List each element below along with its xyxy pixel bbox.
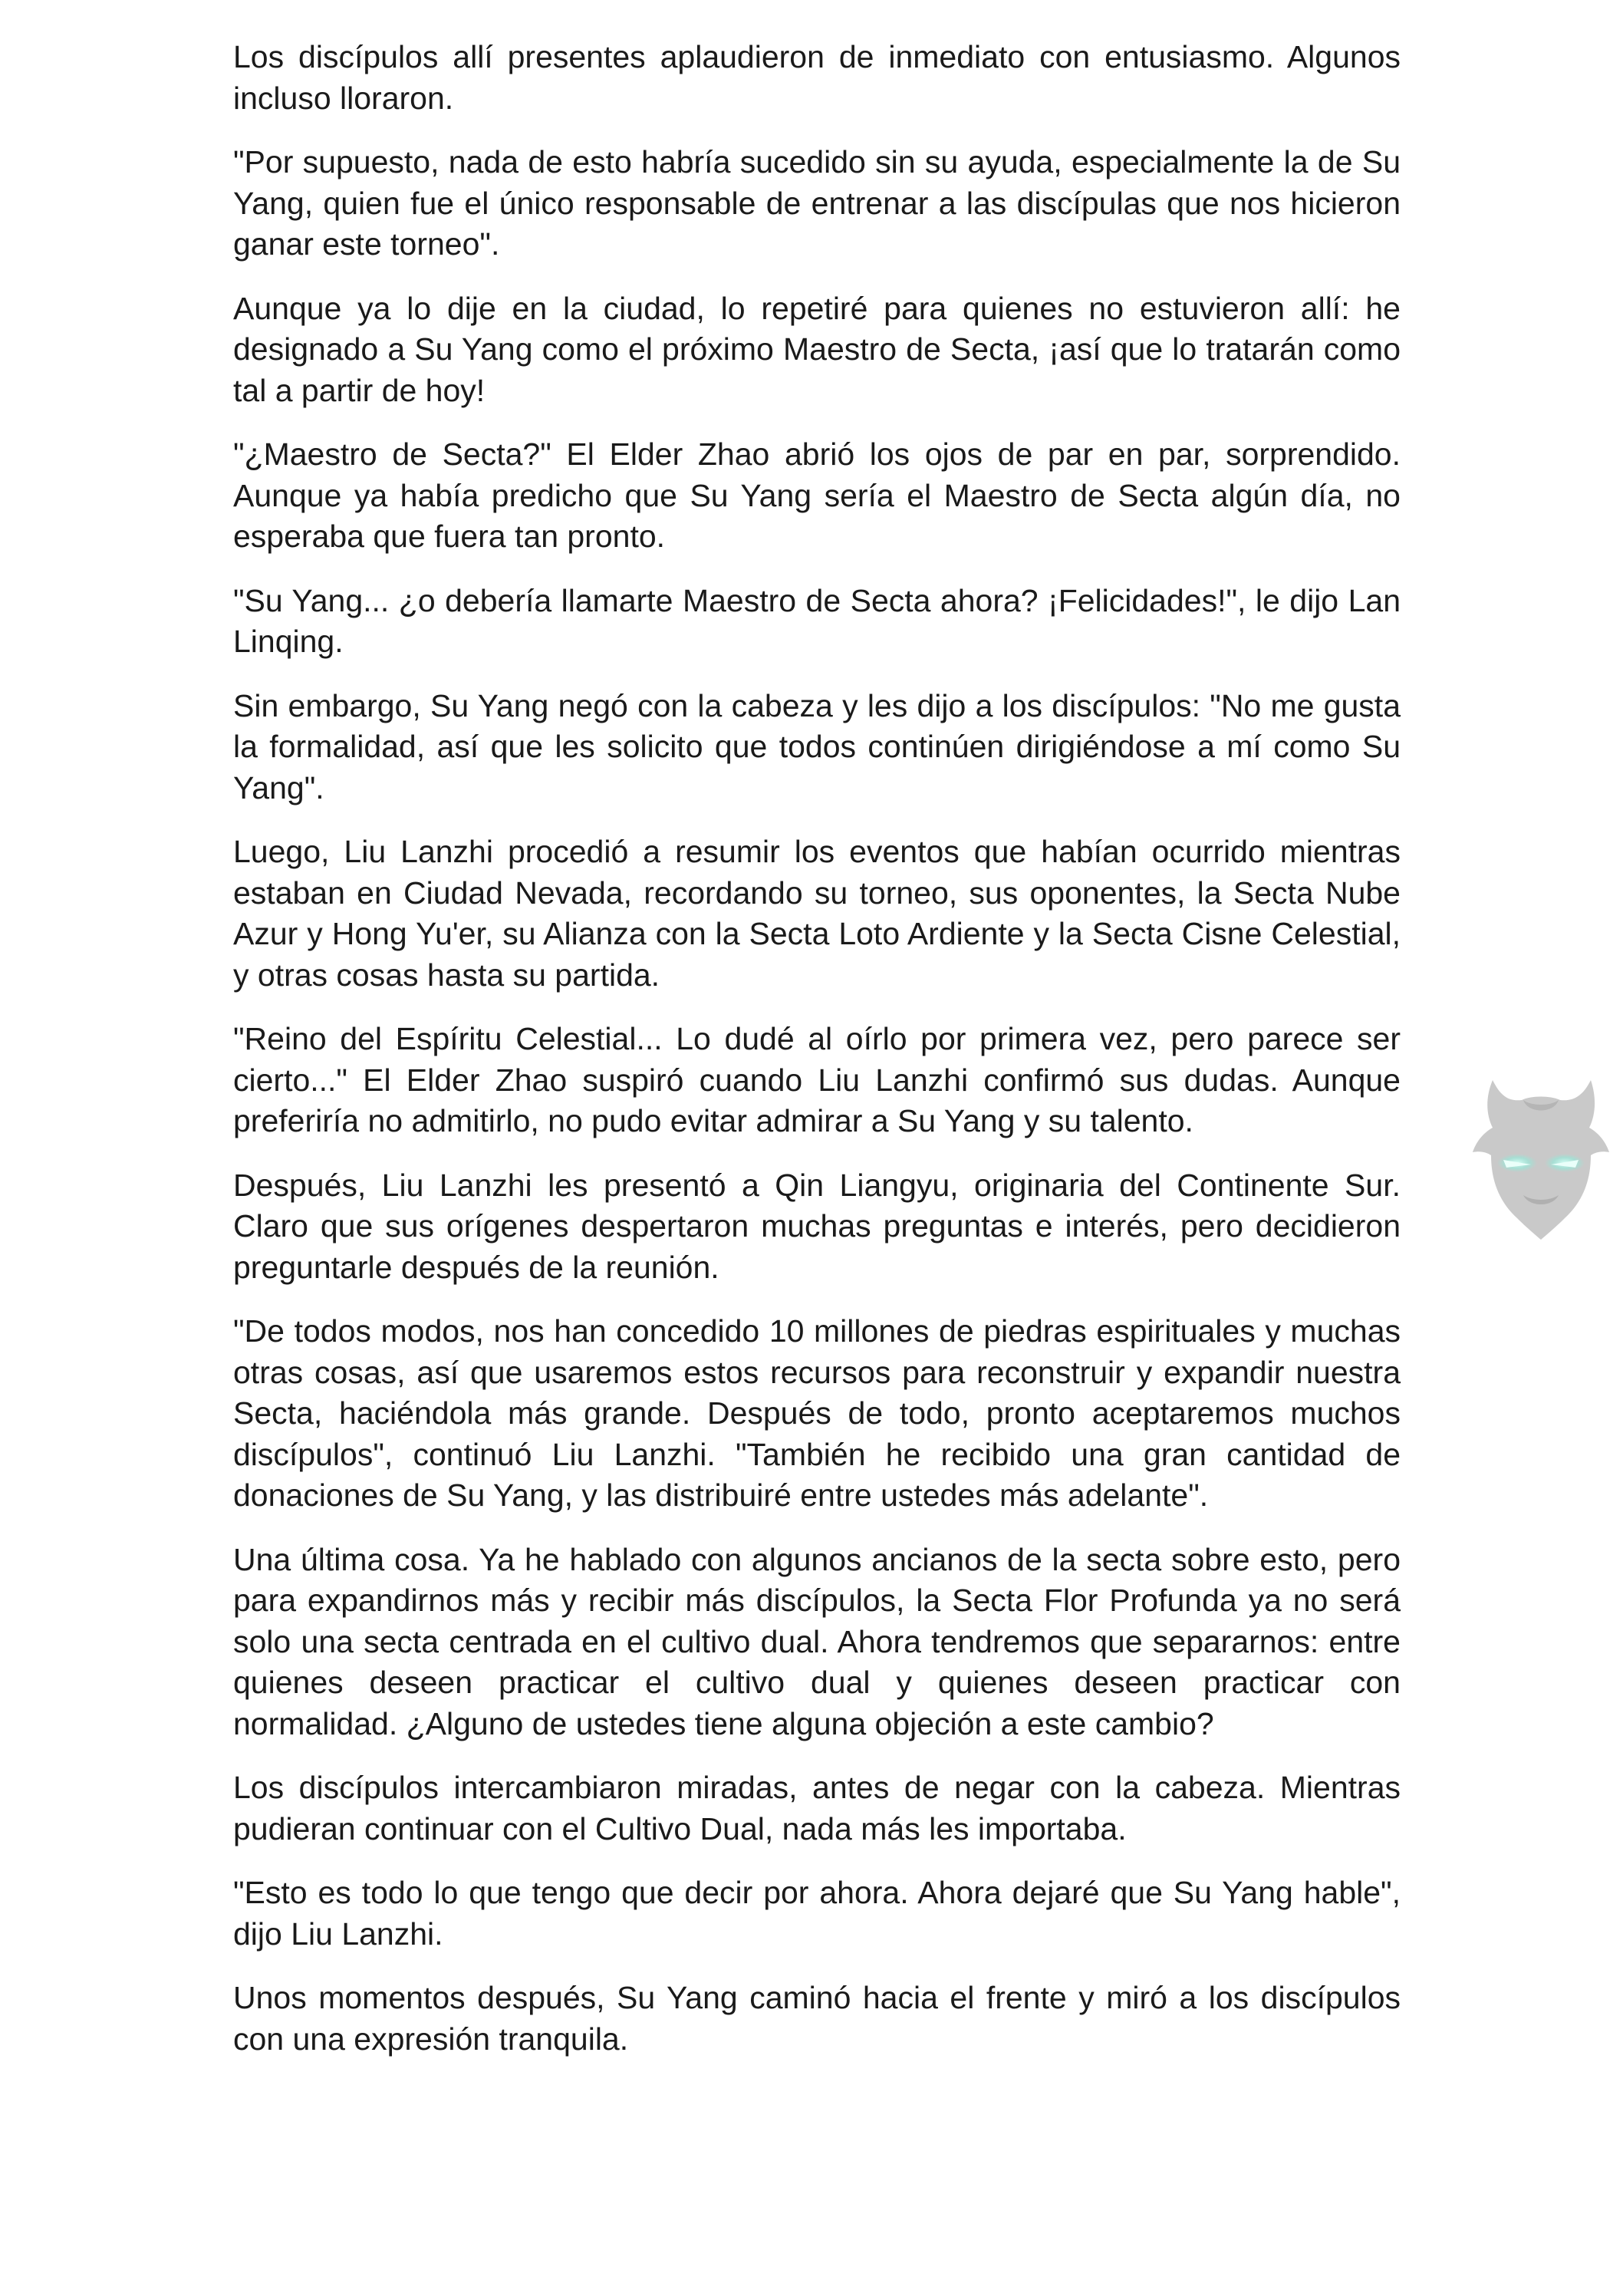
paragraph-1: Los discípulos allí presentes aplaudieron de inmediato con entusiasmo. Algunos incluso lloraron. — [233, 39, 1401, 116]
paragraph-2: "Por supuesto, nada de esto habría sucedido sin su ayuda, especialmente la de Su Yang, quien fue el único responsable de entrenar a las discípulas que nos hicieron ganar este torneo". — [233, 144, 1401, 262]
paragraph-6: Sin embargo, Su Yang negó con la cabeza y les dijo a los discípulos: "No me gusta la formalidad, así que les solicito que todos continúen dirigiéndose a mí como Su Yang". — [233, 687, 1401, 805]
paragraph-5: "Su Yang... ¿o debería llamarte Maestro de Secta ahora? ¡Felicidades!", le dijo Lan Linqing. — [233, 582, 1401, 659]
paragraph-8: "Reino del Espíritu Celestial... Lo dudé al oírlo por primera vez, pero parece ser cierto..." El Elder Zhao suspiró cuando Liu Lanzhi confirmó sus dudas. Aunque preferiría no admitirlo, no pudo evitar admirar a Su Yang y su talento. — [233, 1021, 1401, 1138]
paragraph-7: Luego, Liu Lanzhi procedió a resumir los eventos que habían ocurrido mientras estaban en Ciudad Nevada, recordando su torneo, sus oponentes, la Secta Nube Azur y Hong Yu'er, su Alianza con la Secta Loto Ardiente y la Secta Cisne Celestial, y otras cosas hasta su partida. — [233, 834, 1401, 993]
paragraph-12: Los discípulos intercambiaron miradas, antes de negar con la cabeza. Mientras pudieran continuar con el Cultivo Dual, nada más les importaba. — [233, 1770, 1401, 1846]
paragraph-9: Después, Liu Lanzhi les presentó a Qin Liangyu, originaria del Continente Sur. Claro que sus orígenes despertaron muchas preguntas e interés, pero decidieron preguntarle después de la reunión. — [233, 1167, 1401, 1285]
paragraph-13: "Esto es todo lo que tengo que decir por ahora. Ahora dejaré que Su Yang hable", dijo Liu Lanzhi. — [233, 1875, 1401, 1952]
paragraph-10: "De todos modos, nos han concedido 10 millones de piedras espirituales y muchas otras cosas, así que usaremos estos recursos para reconstruir y expandir nuestra Secta, haciéndola más grande. Después de todo, pronto aceptaremos muchos discípulos", continuó Liu Lanzhi. "También he recibido una gran cantidad de donaciones de Su Yang, y las distribuiré entre ustedes más adelante". — [233, 1313, 1401, 1513]
paragraph-14: Unos momentos después, Su Yang caminó hacia el frente y miró a los discípulos con una expresión tranquila. — [233, 1980, 1401, 2057]
demon-head-icon — [1470, 1072, 1612, 1241]
paragraph-4: "¿Maestro de Secta?" El Elder Zhao abrió los ojos de par en par, sorprendido. Aunque ya había predicho que Su Yang sería el Maestro de Secta algún día, no esperaba que fuera tan pronto. — [233, 436, 1401, 554]
paragraph-11: Una última cosa. Ya he hablado con algunos ancianos de la secta sobre esto, pero para expandirnos más y recibir más discípulos, la Secta Flor Profunda ya no será solo una secta centrada en el cultivo dual. Ahora tendremos que separarnos: entre quienes deseen practicar el cultivo dual y quienes deseen practicar con normalidad. ¿Alguno de ustedes tiene alguna objeción a este cambio? — [233, 1541, 1401, 1741]
paragraph-3: Aunque ya lo dije en la ciudad, lo repetiré para quienes no estuvieron allí: he designado a Su Yang como el próximo Maestro de Secta, ¡así que lo tratarán como tal a partir de hoy! — [233, 290, 1401, 408]
document-page — [233, 37, 1401, 2083]
